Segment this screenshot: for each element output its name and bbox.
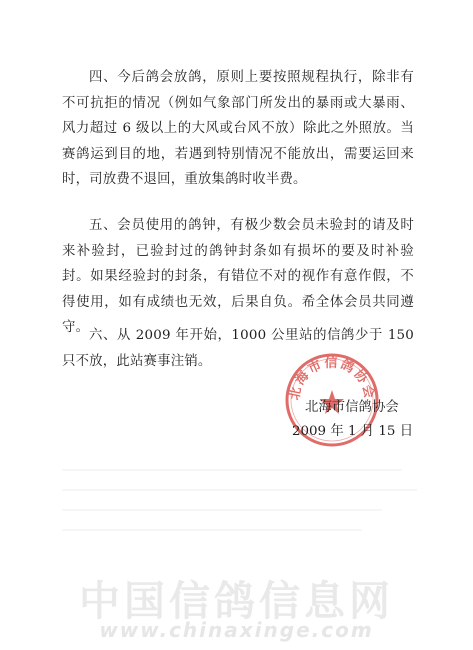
paragraph-six: 六、从 2009 年开始，1000 公里站的信鸽少于 150 只不放，此站赛事注销。 [62, 328, 414, 369]
signature-date: 2009 年 1 月 15 日 [292, 424, 414, 439]
paragraph-four: 四、今后鸽会放鸽，原则上要按照规程执行，除非有不可抗拒的情况（例如气象部门所发出的暴雨或大暴雨、风力超过 6 级以上的大风或台风不放）除此之外照放。当赛鸽运到目的地，若遇到特别情况不能放出，需要运回来时，司放费不退回，重放集鸽时收半费。 [62, 70, 414, 187]
signature-organization: 北海市信鸽协会 [305, 400, 399, 415]
bleed-through-text [62, 460, 422, 550]
paragraph-five: 五、会员使用的鸽钟，有极少数会员未验封的请及时来补验封，已验封过的鸽钟封条如有损坏的要及时补验封。如果经验封的封条，有错位不对的视作有意作假，不得使用，如有成绩也无效，后果自负。希全体会员共同遵守。 [62, 218, 414, 335]
watermark-site-name: 中国信鸽信息网 [79, 577, 394, 625]
svg-text:北海市信鸽协会: 北海市信鸽协会 [287, 355, 377, 402]
watermark-url: www.chinaxinge.com [99, 618, 374, 642]
